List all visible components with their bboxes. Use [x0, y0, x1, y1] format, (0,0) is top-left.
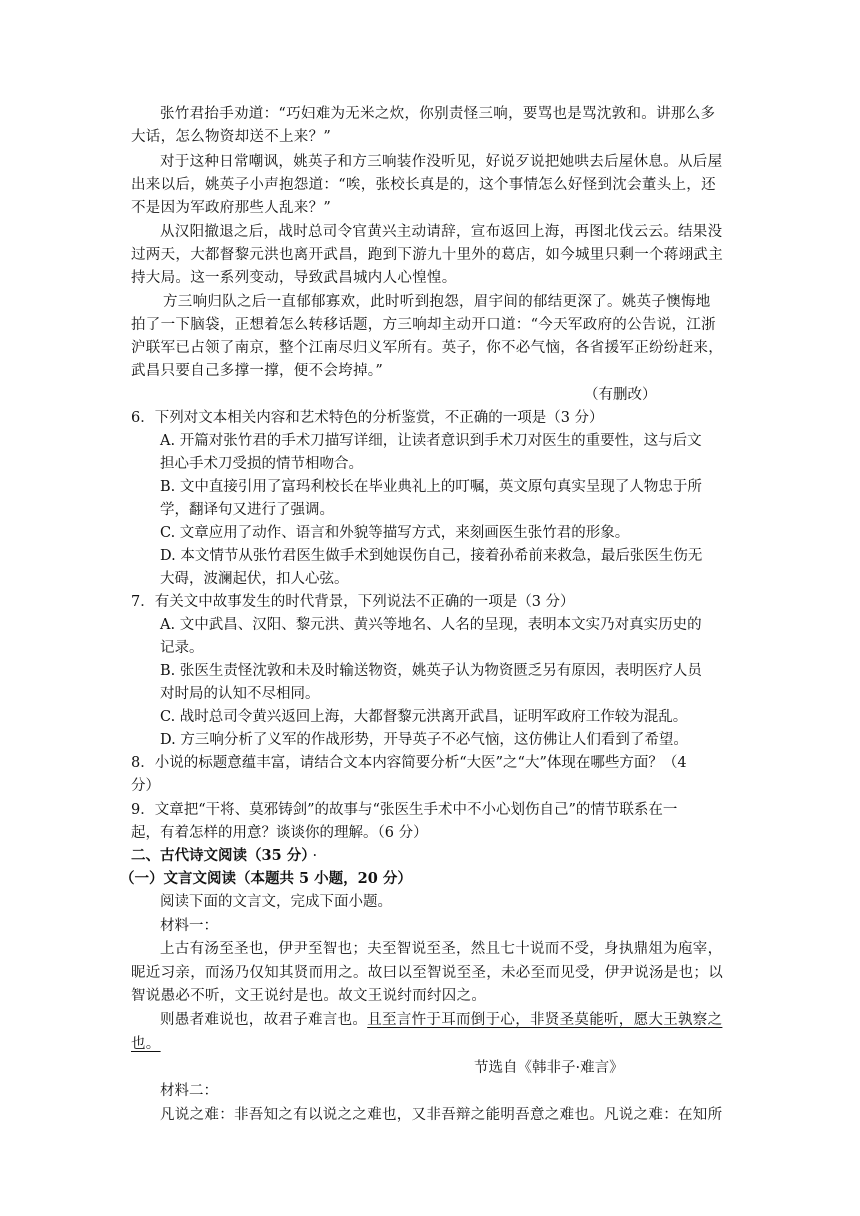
material-1-source: 节选自《韩非子·难言》 [474, 1060, 624, 1076]
section-2-title [131, 845, 317, 867]
material-1-line-1: 上古有汤至圣也，伊尹至智也；夫至智说至圣，然且七十说而不受，身执鼎俎为庖宰， [160, 941, 723, 957]
story-line-5: 不是因为军政府那些人乱来？” [131, 200, 332, 216]
question-7-option-b-cont: 对时局的认知不尽相同。 [160, 686, 320, 702]
material-1-underlined-tail: 也。 [131, 1036, 161, 1052]
subsection-title: （一）文言文阅读（本题共 5 小题，20 分） [120, 870, 412, 887]
question-7-option-b: B. 张医生责怪沈敦和未及时输送物资，姚英子认为物资匮乏另有原因，表明医疗人员 [160, 663, 702, 679]
question-6-option-a: A. 开篇对张竹君的手术刀描写详细，让读者意识到手术刀对医生的重要性，这与后文 [160, 433, 702, 449]
material-1-label: 材料一： [160, 918, 218, 934]
question-6-option-b: B. 文中直接引用了富玛利校长在毕业典礼上的叮嘱，英文原句真实呈现了人物忠于所 [160, 479, 702, 495]
question-8: 8．小说的标题意蕴丰富，请结合文本内容简要分析“大医”之“大”体现在哪些方面？（4 [131, 755, 687, 771]
question-6-option-d: D. 本文情节从张竹君医生做手术到她误伤自己，接着孙希前来救急，最后张医生伤无 [160, 548, 703, 564]
question-9-cont: 起，有着怎样的用意？谈谈你的理解。（6 分） [131, 825, 428, 841]
stray-dot: · [312, 848, 318, 864]
question-7-option-c: C. 战时总司令黄兴返回上海，大都督黎元洪离开武昌，证明军政府工作较为混乱。 [160, 709, 688, 725]
question-6-option-d-cont: 大碍，波澜起伏，扣人心弦。 [160, 571, 349, 587]
material-2-line-1: 凡说之难：非吾知之有以说之之难也，又非吾辩之能明吾意之难也。凡说之难：在知所 [160, 1107, 723, 1123]
question-7-option-a: A. 文中武昌、汉阳、黎元洪、黄兴等地名、人名的呈现，表明本文实乃对真实历史的 [160, 617, 702, 633]
story-line-2: 大话，怎么物资却送不上来？” [131, 129, 332, 145]
question-6-option-b-cont: 学，翻译句又进行了强调。 [160, 502, 334, 518]
question-7-stem: 7．有关文中故事发生的时代背景，下列说法不正确的一项是（3 分） [131, 594, 575, 610]
question-7-option-a-cont: 记录。 [160, 640, 204, 656]
question-6-option-c: C. 文章应用了动作、语言和外貌等描写方式，来刻画医生张竹君的形象。 [160, 525, 630, 541]
question-6-option-a-cont: 担心手术刀受损的情节相吻合。 [160, 456, 363, 472]
story-line-7: 过两天，大都督黎元洪也离开武昌，跑到下游九十里外的葛店，如今城里只剩一个蒋翊武主 [131, 247, 723, 263]
story-line-6: 从汉阳撤退之后，战时总司令官黄兴主动请辞，宣布返回上海，再图北伐云云。结果没 [160, 224, 723, 240]
story-line-10: 拍了一下脑袋，正想着怎么转移话题，方三响却主动开口道：“今天军政府的公告说，江浙 [131, 317, 716, 333]
story-line-1: 张竹君抬手劝道：“巧妇难为无米之炊，你别责怪三响，要骂也是骂沈敦和。讲那么多 [160, 106, 716, 122]
question-7-option-d: D. 方三响分析了义军的作战形势，开导英子不必气恼，这仿佛让人们看到了希望。 [160, 732, 688, 748]
material-1-line-2: 昵近习亲，而汤乃仅知其贤而用之。故曰以至智说至圣，未必至而见受，伊尹说汤是也；以 [131, 965, 723, 981]
story-line-9: 方三响归队之后一直郁郁寡欢，此时听到抱怨，眉宇间的郁结更深了。姚英子懊悔地 [163, 294, 711, 310]
story-line-12: 武昌只要自己多撑一撑，便不会垮掉。” [131, 363, 384, 379]
story-line-8: 持大局。这一系列变动，导致武昌城内人心惶惶。 [131, 270, 457, 286]
reading-instruction: 阅读下面的文言文，完成下面小题。 [160, 894, 392, 910]
edit-note: （有删改） [584, 387, 657, 403]
question-8-cont: 分） [131, 778, 160, 794]
section-2-title-text: 二、古代诗文阅读（35 分） [131, 847, 309, 864]
story-line-4: 出来以后，姚英子小声抱怨道：“唉，张校长真是的，这个事情怎么好怪到沈会董头上，还 [131, 177, 716, 193]
story-line-3: 对于这种日常嘲讽，姚英子和方三响装作没听见，好说歹说把她哄去后屋休息。从后屋 [160, 154, 723, 170]
material-1-line-4 [160, 1009, 722, 1031]
question-6-stem: 6．下列对文本相关内容和艺术特色的分析鉴赏，不正确的一项是（3 分） [131, 410, 604, 426]
material-1-plain-text: 则愚者难说也，故君子难言也。 [160, 1012, 368, 1028]
material-2-label: 材料二： [160, 1083, 218, 1099]
story-line-11: 沪联军已占领了南京，整个江南尽归义军所有。英子，你不必气恼，各省援军正纷纷赶来， [131, 340, 723, 356]
material-1-underlined-sentence: 且至言忤于耳而倒于心，非贤圣莫能听，愿大王孰察之 [367, 1012, 723, 1028]
question-9: 9．文章把“干将、莫邪铸剑”的故事与“张医生手术中不小心划伤自己”的情节联系在一 [131, 802, 678, 818]
material-1-line-3: 智说愚必不听，文王说纣是也。故文王说纣而纣囚之。 [131, 988, 487, 1004]
